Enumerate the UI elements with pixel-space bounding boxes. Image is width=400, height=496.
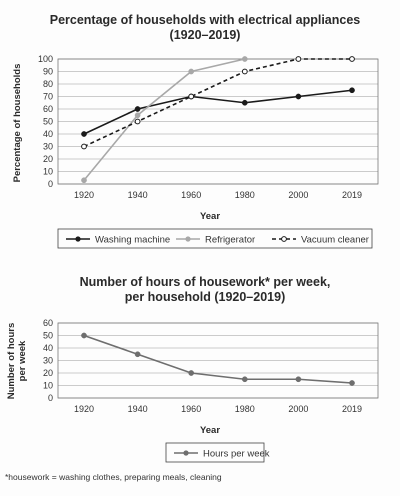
chart2-y-axis-label-line2: per week [17, 340, 28, 382]
c1-y-tick-label: 30 [42, 141, 53, 152]
c1-data-point [350, 57, 355, 62]
c2-legend-label: Hours per week [203, 448, 270, 460]
c1-data-point [242, 69, 247, 74]
chart2 [6, 275, 378, 462]
c1-data-point [82, 144, 87, 149]
c1-legend-label: Vacuum cleaner [301, 234, 369, 246]
chart2-x-axis-label: Year [199, 425, 221, 436]
c1-y-tick-label: 60 [42, 104, 53, 114]
c2-legend-marker [183, 450, 188, 455]
c1-data-point [135, 106, 140, 111]
c2-y-tick-label: 50 [42, 330, 53, 341]
c2-data-point [81, 333, 86, 338]
c2-series-line [84, 336, 352, 384]
c1-y-tick-label: 70 [42, 91, 53, 102]
c2-data-point [296, 377, 301, 382]
c1-series-line [84, 59, 352, 147]
c2-y-tick-label: 30 [42, 355, 53, 366]
c1-y-tick-label: 0 [47, 179, 53, 189]
chart1-legend [58, 229, 372, 248]
c1-legend-marker [282, 237, 287, 242]
c1-data-point [189, 94, 194, 99]
chart2-legend [166, 443, 270, 462]
chart2-series [81, 333, 354, 386]
chart2-title-line1: Number of hours of housework* per week, [79, 275, 331, 289]
chart1-title-line2: (1920–2019) [169, 28, 241, 42]
chart1-x-tick-labels [74, 190, 362, 200]
chart1-y-tick-labels [38, 54, 53, 189]
c2-y-tick-label: 60 [42, 318, 53, 328]
chart1-gridlines [58, 59, 378, 184]
c1-legend-marker [185, 236, 190, 241]
c2-data-point [242, 377, 247, 382]
c1-y-tick-label: 40 [42, 129, 53, 139]
c1-data-point [242, 56, 247, 61]
c1-data-point [135, 113, 140, 118]
c1-x-tick-label: 1960 [181, 190, 202, 200]
c1-y-tick-label: 80 [42, 79, 53, 89]
c2-x-tick-label: 2000 [288, 404, 309, 414]
c1-data-point [135, 119, 140, 124]
c1-x-tick-label: 2019 [341, 190, 363, 200]
c1-data-point [189, 69, 194, 74]
c1-y-tick-label: 90 [42, 66, 53, 77]
c2-data-point [189, 370, 194, 375]
chart1-title-line1: Percentage of households with electrical appliances [49, 13, 361, 27]
chart1 [12, 13, 378, 248]
c1-data-point [349, 88, 354, 93]
footnote: *housework = washing clothes, preparing meals, cleaning [5, 472, 222, 482]
c1-y-tick-label: 100 [37, 54, 53, 64]
chart2-gridlines [58, 323, 378, 398]
chart1-y-axis-label: Percentage of households [12, 63, 23, 183]
c1-y-tick-label: 50 [42, 116, 53, 127]
c2-x-tick-label: 1980 [234, 404, 255, 414]
c1-data-point [81, 178, 86, 183]
c2-x-tick-label: 1960 [181, 404, 202, 414]
chart2-x-tick-labels [74, 404, 362, 414]
c2-y-tick-label: 10 [42, 380, 53, 391]
c1-data-point [296, 94, 301, 99]
c1-legend-label: Refrigerator [205, 234, 256, 246]
chart1-x-axis-label: Year [199, 211, 221, 222]
chart2-title-line2: per household (1920–2019) [124, 290, 286, 304]
c1-legend-label: Washing machine [95, 234, 171, 246]
c1-series-line [84, 59, 245, 180]
c1-x-tick-label: 1980 [234, 190, 255, 200]
c2-x-tick-label: 2019 [341, 404, 363, 414]
c1-y-tick-label: 10 [42, 166, 53, 177]
c1-x-tick-label: 1940 [127, 190, 148, 200]
c1-data-point [81, 131, 86, 136]
chart2-y-axis-label-line1: Number of hours [6, 322, 17, 400]
c1-data-point [242, 100, 247, 105]
c2-y-tick-label: 20 [42, 368, 53, 378]
c1-legend-marker [75, 236, 80, 241]
c1-data-point [296, 57, 301, 62]
c2-x-tick-label: 1920 [73, 404, 95, 414]
chart2-y-tick-labels [43, 318, 53, 403]
c2-data-point [135, 352, 140, 357]
c2-x-tick-label: 1940 [127, 404, 148, 414]
c1-y-tick-label: 20 [42, 154, 53, 164]
c2-y-tick-label: 0 [47, 393, 53, 403]
c1-x-tick-label: 2000 [288, 190, 309, 200]
c1-x-tick-label: 1920 [73, 190, 95, 200]
c2-data-point [349, 380, 354, 385]
c2-y-tick-label: 40 [42, 343, 53, 353]
chart1-series [81, 56, 354, 182]
